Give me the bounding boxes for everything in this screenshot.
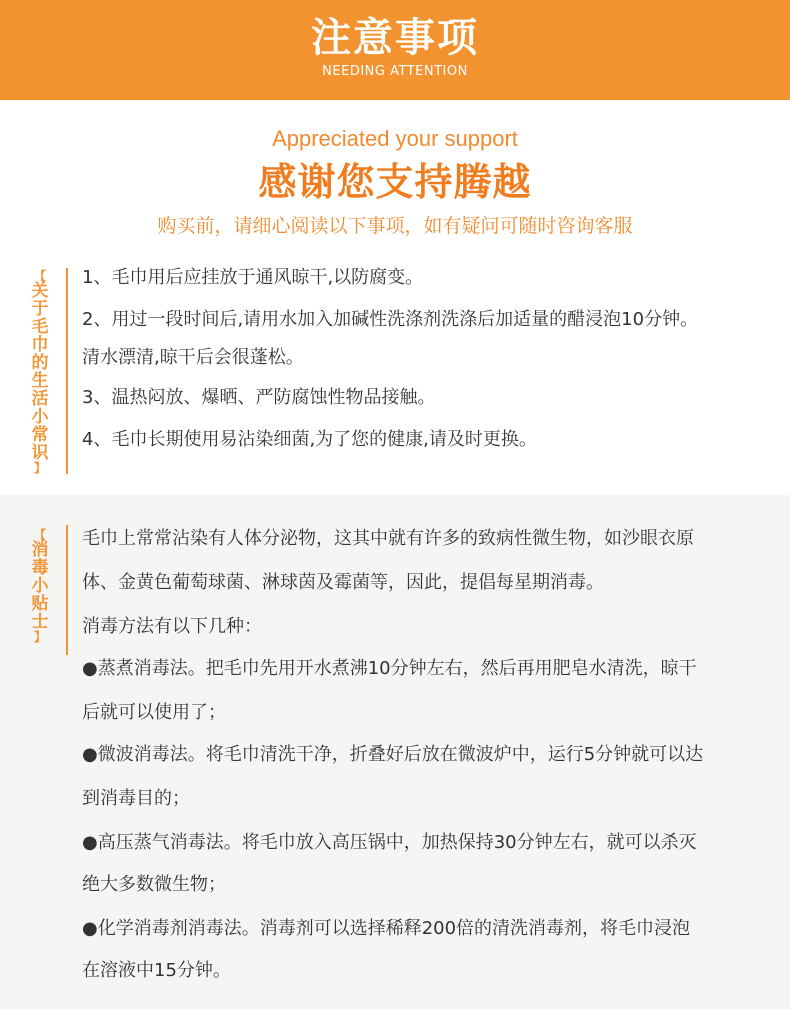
disinfect-tips-label bbox=[28, 529, 52, 643]
life-tip-line: 1、毛巾用后应挂放于通风晾干,以防腐变。 bbox=[82, 267, 424, 288]
disinfect-tip-line: 到消毒目的； bbox=[82, 788, 190, 809]
life-tip-line: 清水漂清,晾干后会很蓬松。 bbox=[82, 347, 304, 368]
life-tip-line: 3、温热闷放、爆晒、严防腐蚀性物品接触。 bbox=[82, 387, 436, 408]
label-char: 毒 bbox=[31, 558, 49, 578]
label-bracket-open: 【 bbox=[33, 269, 46, 283]
page-subtitle: NEEDING ATTENTION bbox=[322, 64, 468, 79]
disinfect-tip-line: ●微波消毒法。将毛巾清洗干净，折叠好后放在微波炉中，运行5分钟就可以达 bbox=[82, 744, 704, 765]
disinfect-tips-section bbox=[0, 495, 790, 1009]
disinfect-tips-divider bbox=[66, 525, 68, 655]
label-char: 毛 bbox=[31, 317, 49, 337]
header-banner bbox=[0, 0, 790, 100]
label-bracket-open: 【 bbox=[33, 528, 46, 542]
label-char: 生 bbox=[31, 371, 49, 391]
label-text bbox=[28, 541, 52, 631]
label-char: 小 bbox=[31, 407, 49, 427]
label-char: 贴 bbox=[31, 594, 49, 614]
label-char: 士 bbox=[31, 612, 49, 632]
thanks-chinese: 感谢您支持腾越 bbox=[258, 160, 532, 204]
life-tips-label bbox=[28, 270, 52, 474]
thanks-note: 购买前，请细心阅读以下事项，如有疑问可随时咨询客服 bbox=[157, 215, 633, 237]
life-tips-divider bbox=[66, 268, 68, 474]
label-char: 常 bbox=[31, 425, 49, 445]
label-char: 关 bbox=[31, 281, 49, 301]
thanks-english: Appreciated your support bbox=[272, 126, 518, 151]
disinfect-tip-line: ●蒸煮消毒法。把毛巾先用开水煮沸10分钟左右，然后再用肥皂水清洗，晾干 bbox=[82, 658, 697, 679]
life-tip-line: 4、毛巾长期使用易沾染细菌,为了您的健康,请及时更换。 bbox=[82, 429, 537, 450]
disinfect-tip-line: ●高压蒸气消毒法。将毛巾放入高压锅中，加热保持30分钟左右，就可以杀灭 bbox=[82, 832, 697, 853]
disinfect-tip-line: 体、金黄色葡萄球菌、淋球茵及霉菌等，因此，提倡每星期消毒。 bbox=[82, 572, 604, 593]
label-char: 的 bbox=[31, 353, 49, 373]
label-char: 于 bbox=[31, 299, 49, 319]
life-tip-line: 2、用过一段时间后,请用水加入加碱性洗涤剂洗涤后加适量的醋浸泡10分钟。 bbox=[82, 309, 699, 330]
page-title: 注意事项 bbox=[311, 15, 479, 61]
label-text bbox=[28, 282, 52, 462]
label-char: 消 bbox=[31, 540, 49, 560]
disinfect-tip-line: ●化学消毒剂消毒法。消毒剂可以选择稀释200倍的清洗消毒剂，将毛巾浸泡 bbox=[82, 918, 691, 939]
label-bracket-close: 】 bbox=[33, 461, 46, 475]
disinfect-tip-line: 在溶液中15分钟。 bbox=[82, 960, 231, 981]
disinfect-tip-line: 绝大多数微生物； bbox=[82, 874, 226, 895]
disinfect-tip-line: 后就可以使用了； bbox=[82, 702, 226, 723]
label-bracket-close: 】 bbox=[33, 630, 46, 644]
label-char: 识 bbox=[31, 443, 49, 463]
label-char: 小 bbox=[31, 576, 49, 596]
disinfect-tip-line: 毛巾上常常沾染有人体分泌物，这其中就有许多的致病性微生物，如沙眼衣原 bbox=[82, 528, 694, 549]
label-char: 巾 bbox=[31, 335, 49, 355]
life-tips-section bbox=[0, 250, 790, 490]
label-char: 活 bbox=[31, 389, 49, 409]
disinfect-tip-line: 消毒方法有以下几种： bbox=[82, 616, 262, 637]
